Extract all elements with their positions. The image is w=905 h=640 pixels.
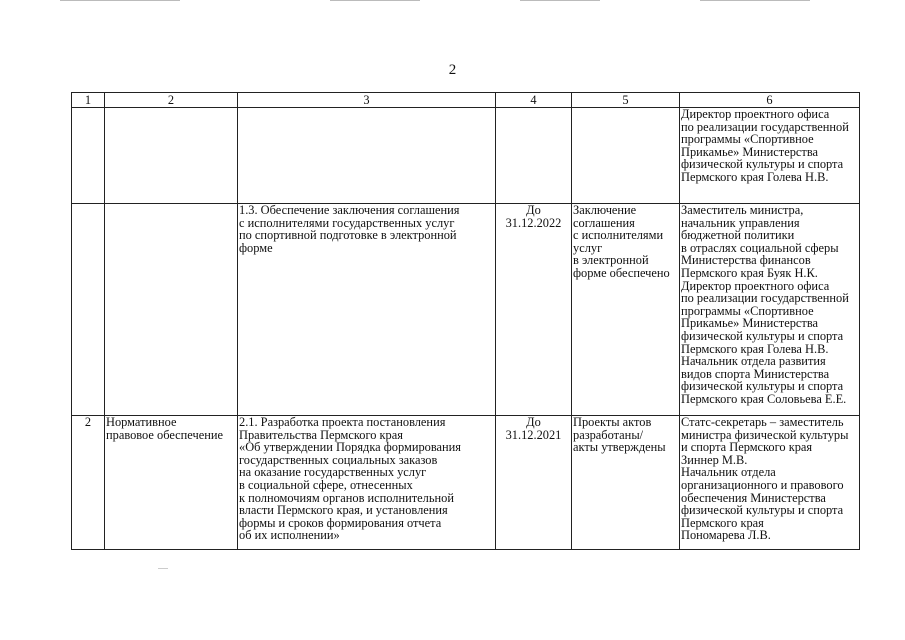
cell-text-line: бюджетной политики (681, 228, 795, 243)
plan-table (71, 92, 860, 550)
cell-text-line: и спорта Пермского края (681, 440, 813, 455)
header-col-3: 3 (238, 93, 496, 108)
page-number: 2 (448, 62, 457, 78)
cell-text-line: по реализации государственной (681, 119, 849, 134)
cell-text-line: программы «Спортивное (681, 303, 814, 318)
scan-edge-artifact (60, 0, 180, 1)
scan-edge-artifact (520, 0, 600, 1)
cell-text-line: Прикамье» Министерства (681, 144, 819, 159)
cell-text-line: физической культуры и спорта (681, 503, 844, 518)
responsible-cell (680, 108, 860, 204)
row-number-cell (72, 108, 105, 204)
cell-text-line: Начальник отдела (681, 465, 776, 480)
cell-text-line: по реализации государственной (681, 291, 849, 306)
deadline-cell (496, 108, 572, 204)
direction-cell (105, 108, 238, 204)
header-col-2: 2 (105, 93, 238, 108)
cell-text-line: об их исполнении» (239, 528, 340, 543)
cell-text-line: с исполнителями (573, 228, 664, 243)
cell-text-line: Пермского края Соловьева Е.Е. (681, 391, 847, 406)
cell-text-line: с исполнителями государственных услуг (239, 215, 455, 230)
cell-text-line: Прикамье» Министерства (681, 316, 819, 331)
row-number-cell (72, 204, 105, 416)
cell-text-line: власти Пермского края, и установления (239, 503, 448, 518)
header-col-6: 6 (680, 93, 860, 108)
cell-text-line: Министерства финансов (681, 253, 811, 268)
cell-text-line: формы и сроков формирования отчета (239, 515, 442, 530)
scan-edge-artifact (700, 0, 810, 1)
table-header-row (72, 93, 860, 108)
scan-speck (158, 568, 168, 569)
table-row (72, 416, 860, 550)
cell-text-line: До (526, 415, 541, 429)
responsible-cell (680, 204, 860, 416)
cell-text-line: услуг (573, 240, 603, 255)
cell-text-line: форме (239, 240, 273, 255)
cell-text-line: в отраслях социальной сферы (681, 240, 839, 255)
table-row (72, 108, 860, 204)
header-col-4: 4 (496, 93, 572, 108)
cell-text-line: Нормативное (106, 415, 177, 429)
cell-text-line: Пермского края (681, 515, 764, 530)
cell-text-line: Статс-секретарь – заместитель (681, 415, 844, 429)
cell-text-line: на оказание государственных услуг (239, 465, 427, 480)
cell-text-line: 31.12.2021 (505, 427, 562, 442)
cell-text-line: министра физической культуры (681, 427, 849, 442)
cell-text-line: Проекты актов (573, 415, 652, 429)
event-cell (238, 416, 496, 550)
cell-text-line: Правительства Пермского края (239, 427, 403, 442)
cell-text-line: физической культуры и спорта (681, 328, 844, 343)
cell-text-line: «Об утверждении Порядка формирования (239, 440, 461, 455)
header-col-5: 5 (572, 93, 680, 108)
scan-edge-artifact (330, 0, 420, 1)
cell-text-line: организационного и правового (681, 477, 844, 492)
cell-text-line: обеспечения Министерства (681, 490, 826, 505)
cell-text-line: видов спорта Министерства (681, 366, 830, 381)
cell-text-line: Пермского края Буяк Н.К. (681, 265, 818, 280)
cell-text-line: 2.1. Разработка проекта постановления (239, 415, 446, 429)
cell-text-line: акты утверждены (573, 440, 666, 455)
cell-text-line: в электронной (573, 253, 649, 268)
cell-text-line: программы «Спортивное (681, 132, 814, 147)
deadline-cell (496, 204, 572, 416)
cell-text-line: соглашения (573, 215, 635, 230)
cell-text-line: 31.12.2022 (505, 215, 562, 230)
cell-text-line: правовое обеспечение (106, 427, 223, 442)
result-cell (572, 108, 680, 204)
cell-text-line: физической культуры и спорта (681, 379, 844, 394)
responsible-cell (680, 416, 860, 550)
cell-text-line: физической культуры и спорта (681, 157, 844, 172)
cell-text-line: форме обеспечено (573, 265, 670, 280)
row-number-cell (72, 416, 105, 550)
direction-cell (105, 204, 238, 416)
cell-text-line: Директор проектного офиса (681, 278, 830, 293)
table-row (72, 204, 860, 416)
cell-text-line: Начальник отдела развития (681, 354, 826, 369)
table-body (72, 108, 860, 550)
direction-cell (105, 416, 238, 550)
event-cell (238, 204, 496, 416)
cell-text-line: по спортивной подготовке в электронной (239, 228, 457, 243)
cell-text-line: 1.3. Обеспечение заключения соглашения (239, 203, 460, 217)
cell-text-line: в социальной сфере, отнесенных (239, 477, 413, 492)
cell-text-line: начальник управления (681, 215, 800, 230)
cell-text-line: к полномочиям органов исполнительной (239, 490, 454, 505)
cell-text-line: Зиннер М.В. (681, 452, 748, 467)
row-number: 2 (84, 415, 92, 429)
deadline-cell (496, 416, 572, 550)
cell-text-line: Заключение (573, 203, 637, 217)
result-cell (572, 204, 680, 416)
cell-text-line: Пермского края Голева Н.В. (681, 169, 829, 184)
cell-text-line: Пермского края Голева Н.В. (681, 341, 829, 356)
cell-text-line: До (526, 203, 541, 217)
cell-text-line: разработаны/ (573, 427, 644, 442)
cell-text-line: Пономарева Л.В. (681, 528, 771, 543)
cell-text-line: государственных социальных заказов (239, 452, 438, 467)
cell-text-line: Заместитель министра, (681, 203, 804, 217)
header-col-1: 1 (72, 93, 105, 108)
cell-text-line: Директор проектного офиса (681, 107, 830, 121)
event-cell (238, 108, 496, 204)
result-cell (572, 416, 680, 550)
